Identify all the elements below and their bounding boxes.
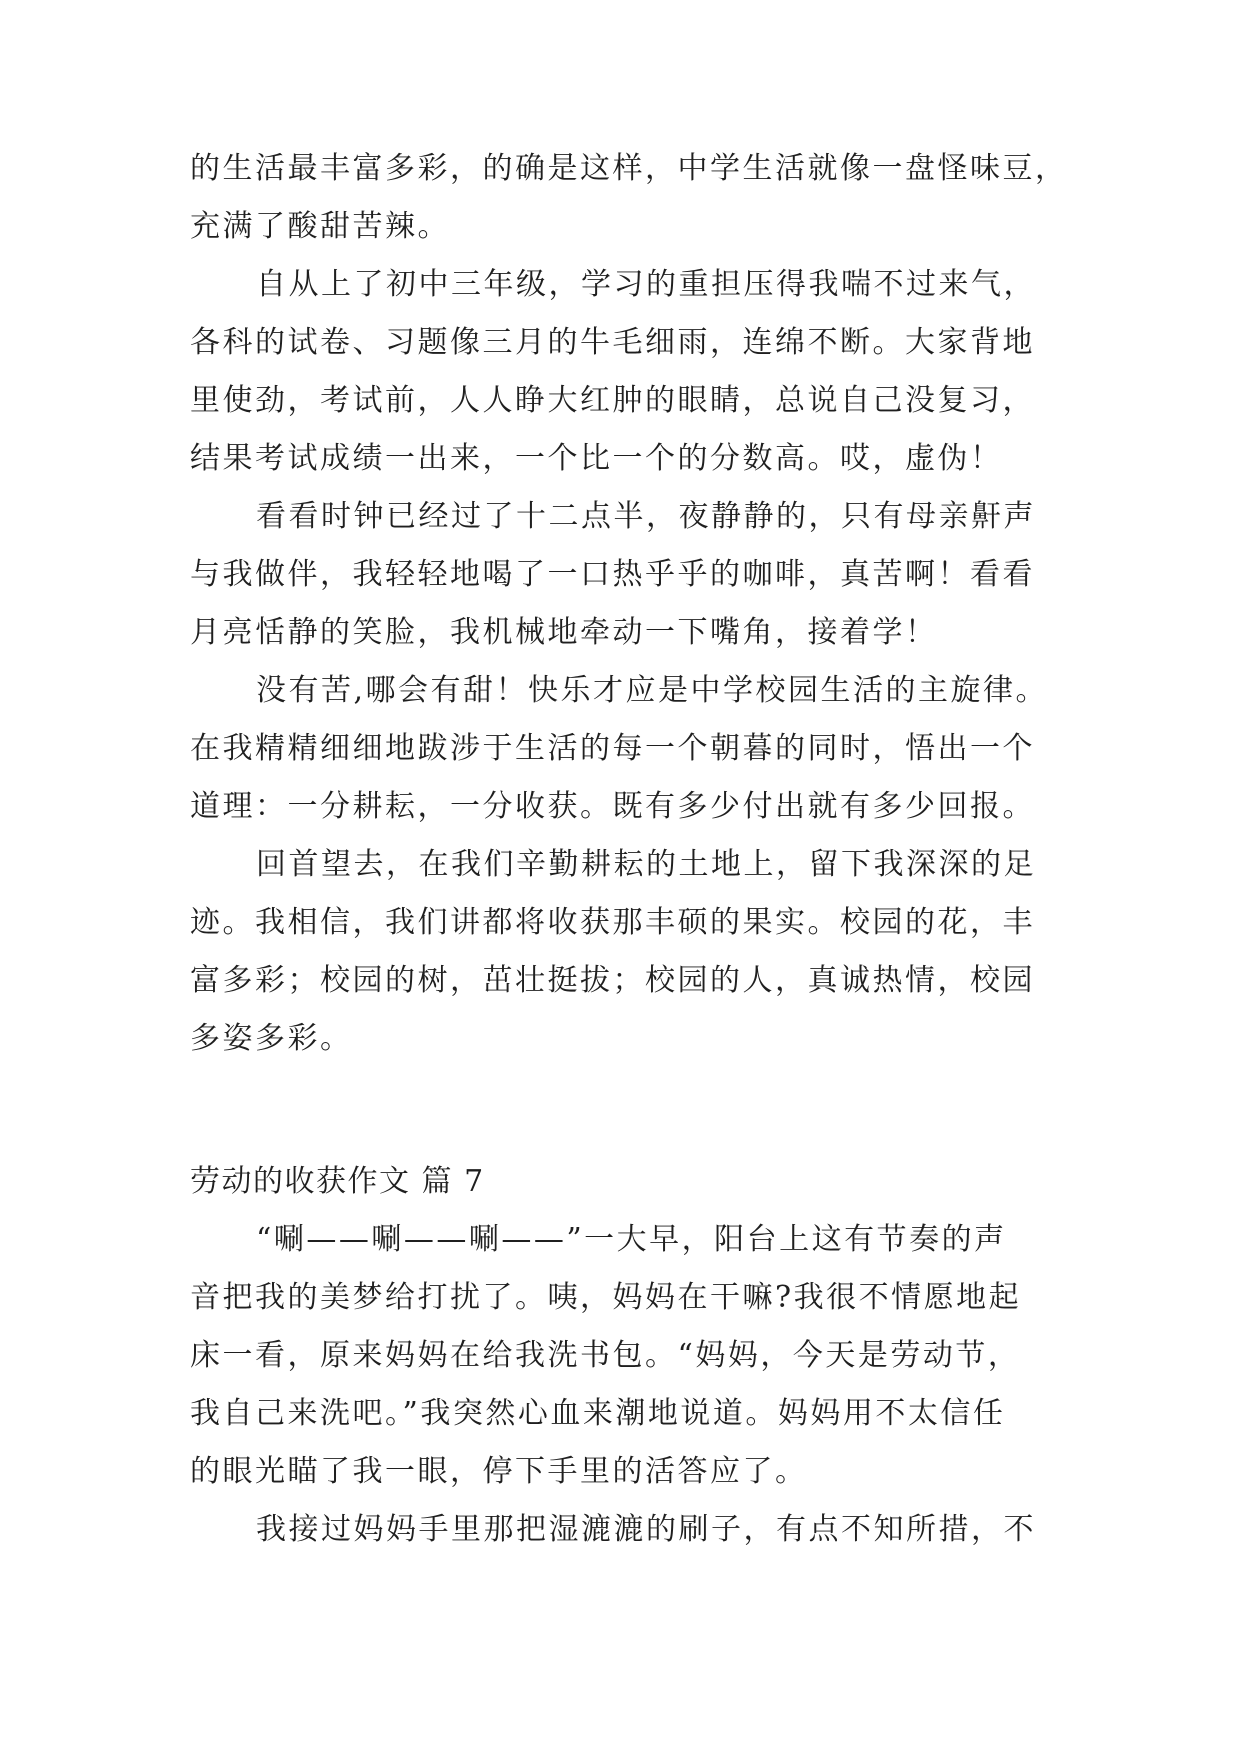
paragraph — [190, 488, 1070, 662]
text-line: 床一看，原来妈妈在给我洗书包。“妈妈，今天是劳动节， — [190, 1338, 1021, 1373]
text-line: 我自己来洗吧。”我突然心血来潮地说道。妈妈用不太信任 — [190, 1396, 1006, 1431]
text-line: 没有苦,哪会有甜！快乐才应是中学校园生活的主旋律。 — [256, 673, 1049, 708]
text-line: 自从上了初中三年级，学习的重担压得我喘不过来气， — [256, 267, 1036, 302]
paragraph — [190, 836, 1070, 1068]
text-line: 回首望去，在我们辛勤耕耘的土地上，留下我深深的足 — [256, 847, 1036, 882]
text-line: 富多彩；校园的树，茁壮挺拔；校园的人，真诚热情，校园 — [190, 963, 1035, 998]
paragraph — [190, 1501, 1070, 1559]
section-heading: 劳动的收获作文 篇 7 — [190, 1164, 485, 1199]
text-line: 道理：一分耕耘，一分收获。既有多少付出就有多少回报。 — [190, 789, 1035, 824]
text-line: 充满了酸甜苦辣。 — [190, 209, 450, 244]
text-line: 与我做伴，我轻轻地喝了一口热乎乎的咖啡，真苦啊！看看 — [190, 557, 1035, 592]
text-line: 的眼光瞄了我一眼，停下手里的活答应了。 — [190, 1454, 808, 1489]
paragraph — [190, 140, 1070, 256]
text-line: 迹。我相信，我们讲都将收获那丰硕的果实。校园的花，丰 — [190, 905, 1035, 940]
text-line: 我接过妈妈手里那把湿漉漉的刷子，有点不知所措，不 — [256, 1512, 1036, 1547]
text-line: 各科的试卷、习题像三月的牛毛细雨，连绵不断。大家背地 — [190, 325, 1035, 360]
essay-body-part-1 — [190, 140, 1070, 1068]
text-line: 多姿多彩。 — [190, 1021, 353, 1056]
paragraph — [190, 662, 1070, 836]
text-line: 音把我的美梦给打扰了。咦，妈妈在干嘛?我很不情愿地起 — [190, 1280, 1022, 1315]
paragraph — [190, 256, 1070, 488]
paragraph — [190, 1211, 1070, 1501]
text-line: 结果考试成绩一出来，一个比一个的分数高。哎，虚伪！ — [190, 441, 1003, 476]
text-line: 看看时钟已经过了十二点半，夜静静的，只有母亲鼾声 — [256, 499, 1036, 534]
text-line: 在我精精细细地跋涉于生活的每一个朝暮的同时，悟出一个 — [190, 731, 1035, 766]
text-line: “唰——唰——唰——”一大早，阳台上这有节奏的声 — [256, 1222, 1007, 1257]
text-line: 月亮恬静的笑脸，我机械地牵动一下嘴角，接着学！ — [190, 615, 938, 650]
essay-body-part-2 — [190, 1211, 1070, 1559]
text-line: 的生活最丰富多彩，的确是这样，中学生活就像一盘怪味豆， — [190, 151, 1068, 186]
text-line: 里使劲，考试前，人人睁大红肿的眼睛，总说自己没复习， — [190, 383, 1035, 418]
